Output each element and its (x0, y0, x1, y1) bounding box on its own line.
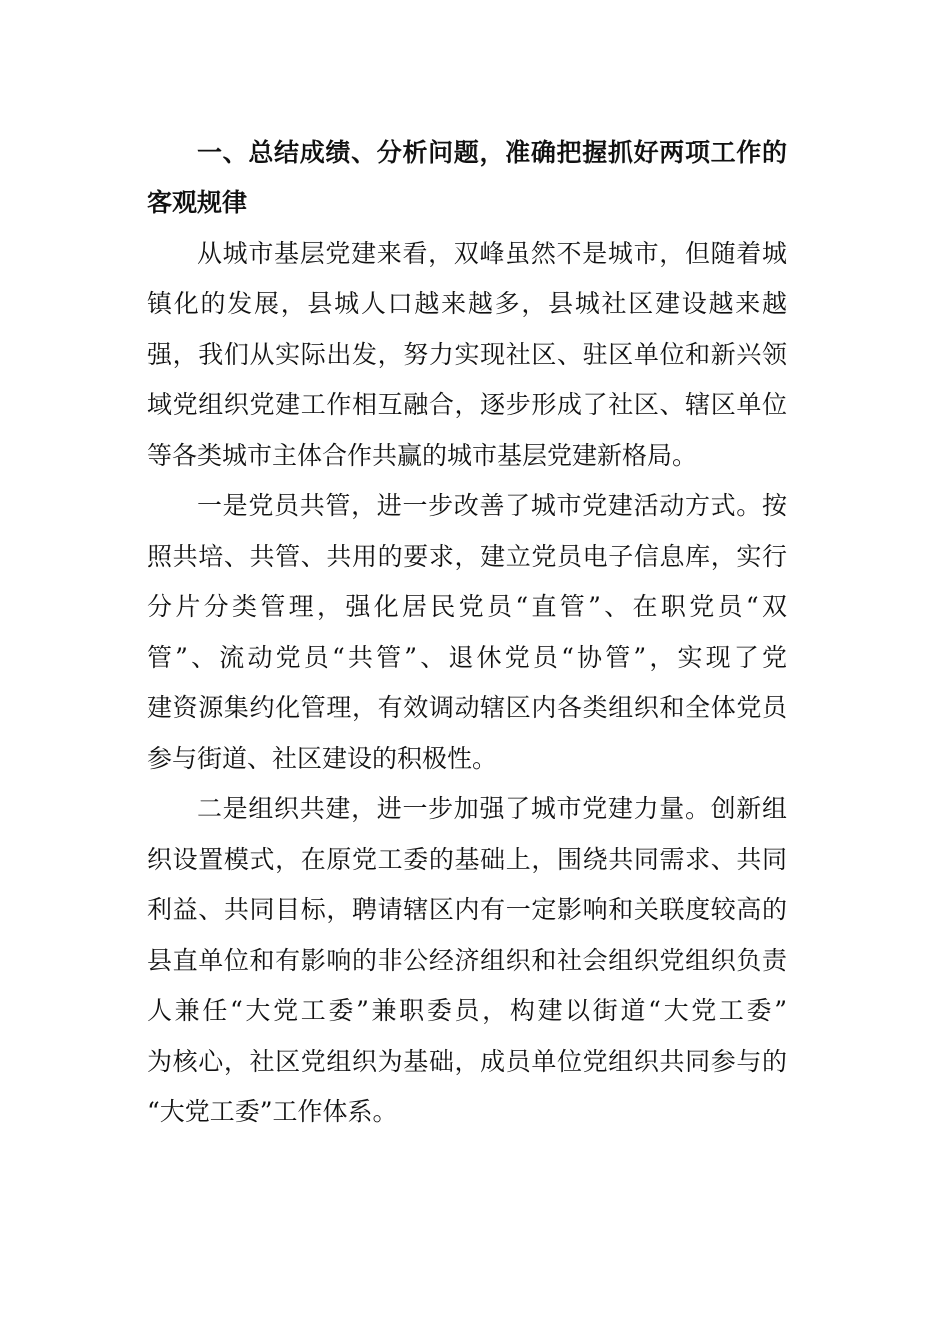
paragraph-1-line-1: 从城市基层党建来看，双峰虽然不是城市，但随着城 (197, 239, 787, 268)
paragraph-3-line-5: 人兼任“大党工委”兼职委员，构建以街道“大党工委” (147, 996, 787, 1025)
paragraph-2-line-1: 一是党员共管，进一步改善了城市党建活动方式。按 (197, 491, 787, 520)
paragraph-2-line-3: 分片分类管理，强化居民党员“直管”、在职党员“双 (147, 592, 787, 621)
paragraph-2-line-4: 管”、流动党员“共管”、退休党员“协管”，实现了党 (147, 643, 787, 672)
paragraph-3-line-3: 利益、共同目标，聘请辖区内有一定影响和关联度较高的 (147, 895, 787, 924)
paragraph-3-line-1: 二是组织共建，进一步加强了城市党建力量。创新组 (197, 794, 787, 823)
paragraph-2-line-5: 建资源集约化管理，有效调动辖区内各类组织和全体党员 (147, 693, 787, 722)
section-heading-line-2: 客观规律 (147, 188, 248, 217)
paragraph-3-line-6: 为核心，社区党组织为基础，成员单位党组织共同参与的 (147, 1047, 787, 1076)
paragraph-2-line-2: 照共培、共管、共用的要求，建立党员电子信息库，实行 (147, 542, 787, 571)
paragraph-1-line-4: 域党组织党建工作相互融合，逐步形成了社区、辖区单位 (147, 390, 787, 419)
paragraph-2-line-6: 参与街道、社区建设的积极性。 (147, 744, 498, 773)
section-heading-line-1: 一、总结成绩、分析问题，准确把握抓好两项工作的 (197, 138, 787, 167)
paragraph-1-line-5: 等各类城市主体合作共赢的城市基层党建新格局。 (147, 441, 698, 470)
paragraph-3-line-2: 织设置模式，在原党工委的基础上，围绕共同需求、共同 (147, 845, 787, 874)
paragraph-3-line-7: “大党工委”工作体系。 (147, 1097, 398, 1126)
paragraph-1-line-2: 镇化的发展，县城人口越来越多，县城社区建设越来越 (147, 289, 787, 318)
paragraph-3-line-4: 县直单位和有影响的非公经济组织和社会组织党组织负责 (147, 946, 787, 975)
paragraph-1-line-3: 强，我们从实际出发，努力实现社区、驻区单位和新兴领 (147, 340, 787, 369)
